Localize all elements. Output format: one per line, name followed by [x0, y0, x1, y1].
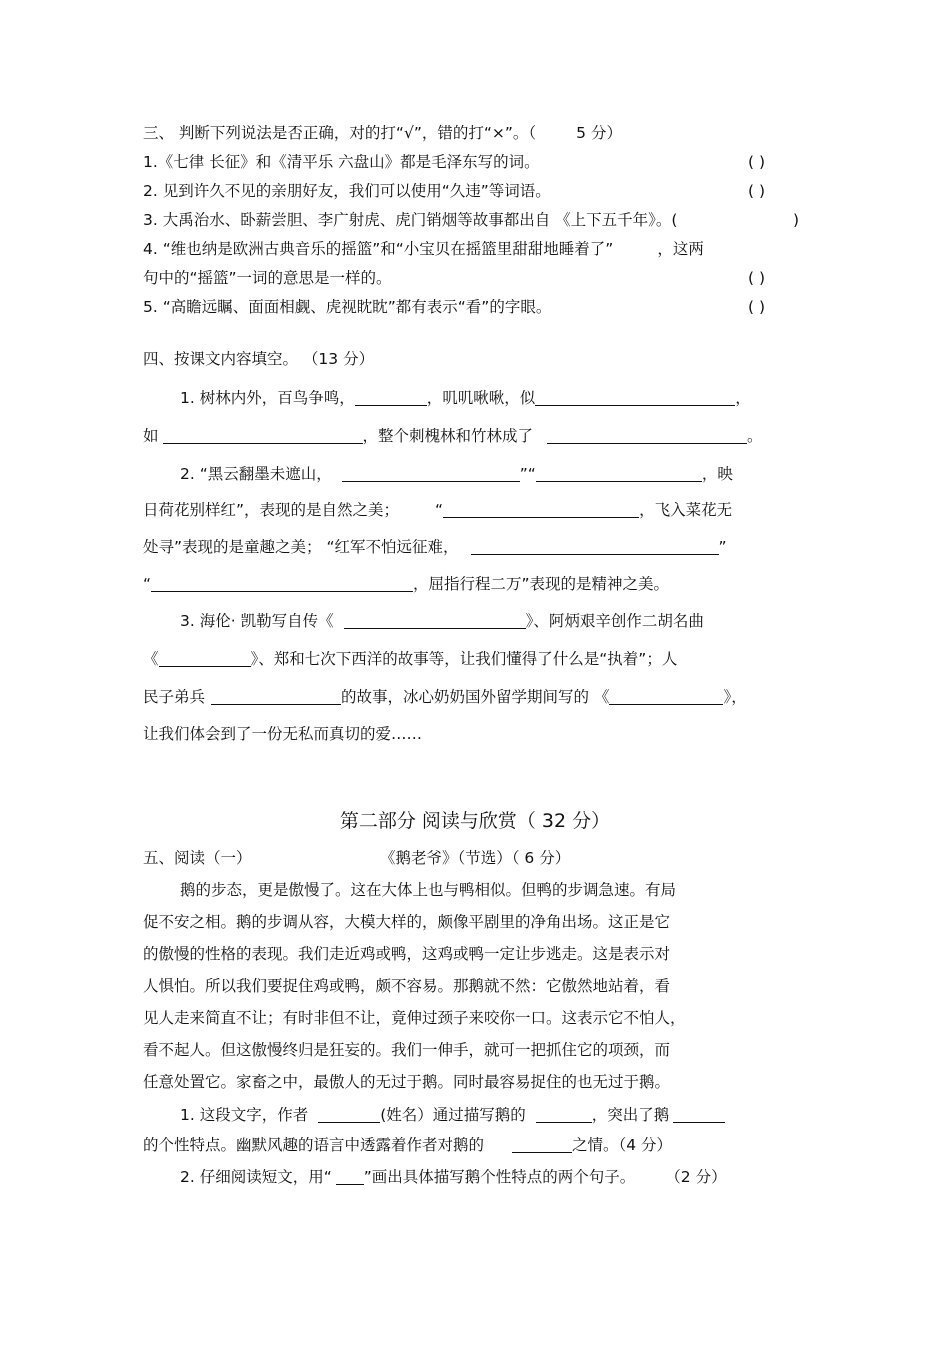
fill-q2-text-f: ，飞入菜花无	[639, 501, 733, 519]
judge-item-1: 1.《七律 长征》和《清平乐 六盘山》都是毛泽东写的词。	[143, 153, 540, 171]
fill-q3-line4: 让我们体会到了一份无私而真切的爱……	[143, 725, 423, 743]
judge-item-4-line1	[143, 238, 704, 260]
fill-q1-text-d: 如	[143, 427, 159, 445]
fill-blank[interactable]	[535, 389, 735, 406]
reading-q2-score: （2 分）	[665, 1168, 727, 1186]
fill-blank[interactable]	[609, 688, 723, 705]
reading-q2	[180, 1166, 727, 1188]
answer-paren-2[interactable]: ( )	[748, 182, 766, 200]
fill-q2-text-g: 处寻”表现的是童趣之美； “红军不怕远征难，	[143, 538, 459, 556]
fill-q3-line3	[143, 686, 747, 708]
reading-q2-text-b: ”画出具体描写鹅个性特点的两个句子。	[363, 1168, 636, 1186]
fill-q3-text-g: 》，	[723, 688, 747, 706]
fill-blank[interactable]	[159, 650, 251, 667]
reading-q1-text-d: 的个性特点。幽默风趣的语言中透露着作者对鹅的	[143, 1136, 485, 1154]
answer-paren-5[interactable]: ( )	[748, 298, 766, 316]
judge-item-4-tail: ，这两	[657, 240, 704, 258]
fill-blank[interactable]	[536, 1106, 592, 1123]
fill-q3-line2	[143, 648, 677, 670]
judge-item-4-line2: 句中的“摇篮”一词的意思是一样的。	[143, 269, 392, 287]
fill-q2-text-i: “	[143, 575, 152, 593]
section5-label: 五、阅读（一）	[143, 849, 252, 867]
fill-q1-text-c: ，	[735, 389, 751, 407]
fill-q3-text-d: 》、郑和七次下西洋的故事等，让我们懂得了什么是“执着”；人	[250, 650, 678, 668]
judge-item-3: 3. 大禹治水、卧薪尝胆、李广射虎、虎门销烟等故事都出自 《上下五千年》。(	[143, 211, 678, 229]
reading-q1-text-b: (姓名）通过描写鹅的	[380, 1106, 526, 1124]
fill-q2-line2	[143, 499, 732, 521]
passage-line-3: 的傲慢的性格的表现。我们走近鸡或鸭，这鸡或鸭一定让步逃走。这是表示对	[143, 945, 671, 963]
fill-q2-line3	[143, 536, 727, 558]
fill-q2-text-c: ，映	[701, 465, 733, 483]
fill-q1-line1	[180, 387, 751, 409]
answer-paren-1[interactable]: ( )	[748, 153, 766, 171]
fill-q2-text-b: ”“	[519, 465, 536, 483]
section5-subtitle: 《鹅老爷》（节选）（ 6 分）	[380, 849, 571, 867]
passage-line-6: 看不起人。但这傲慢终归是狂妄的。我们一伸手，就可一把抓住它的项颈，而	[143, 1041, 671, 1059]
passage-line-2: 促不安之相。鹅的步调从容，大模大样的，颇像平剧里的净角出场。这正是它	[143, 913, 671, 931]
fill-q3-text-f: 的故事，冰心奶奶国外留学期间写的 《	[341, 688, 610, 706]
fill-q1-text-e: ，整个刺槐林和竹林成了	[362, 427, 534, 445]
fill-q2-line1	[180, 463, 733, 485]
fill-blank[interactable]	[512, 1136, 572, 1153]
fill-q2-text-e: “	[435, 501, 444, 519]
fill-q3-text-b: 》、阿炳艰辛创作二胡名曲	[525, 612, 704, 630]
section3-header	[143, 122, 622, 144]
passage-line-5: 见人走来简直不让；有时非但不让，竟伸过颈子来咬你一口。这表示它不怕人，	[143, 1009, 686, 1027]
judge-item-5: 5. “高瞻远瞩、面面相觑、虎视眈眈”都有表示“看”的字眼。	[143, 298, 552, 316]
passage-line-1: 鹅的步态，更是傲慢了。这在大体上也与鸭相似。但鸭的步调急速。有局	[180, 881, 677, 899]
answer-paren-3[interactable]: )	[793, 211, 800, 229]
fill-blank[interactable]	[355, 389, 427, 406]
reading-q2-text-a: 2. 仔细阅读短文，用“	[180, 1168, 332, 1186]
fill-q3-text-c: 《	[143, 650, 159, 668]
fill-q1-text-f: 。	[747, 427, 763, 445]
fill-blank[interactable]	[211, 688, 341, 705]
fill-q3-line1	[180, 610, 704, 632]
judge-item-2: 2. 见到许久不见的亲朋好友，我们可以使用“久违”等词语。	[143, 182, 551, 200]
fill-q1-text-b: ，叽叽啾啾，似	[426, 389, 536, 407]
fill-blank[interactable]	[547, 427, 747, 444]
answer-paren-4[interactable]: ( )	[748, 269, 766, 287]
underline-sample	[336, 1168, 364, 1185]
passage-line-4: 人惧怕。所以我们要捉住鸡或鸭，颇不容易。那鹅就不然：它傲然地站着，看	[143, 977, 671, 995]
fill-q3-text-e: 民子弟兵	[143, 688, 206, 706]
reading-q1-text-a: 1. 这段文字，作者	[180, 1106, 309, 1124]
section4-header: 四、按课文内容填空。 （13 分）	[143, 350, 375, 368]
part2-title: 第二部分 阅读与欣赏（ 32 分）	[339, 810, 611, 832]
fill-blank[interactable]	[344, 612, 526, 629]
fill-blank[interactable]	[443, 501, 639, 518]
fill-q3-text-a: 3. 海伦· 凯勒写自传《	[180, 612, 334, 630]
fill-blank[interactable]	[673, 1106, 725, 1123]
judge-item-4-text: 4. “维也纳是欧洲古典音乐的摇篮”和“小宝贝在摇篮里甜甜地睡着了”	[143, 240, 614, 258]
fill-blank[interactable]	[163, 427, 363, 444]
fill-blank[interactable]	[151, 575, 413, 592]
passage-line-7: 任意处置它。家畜之中，最傲人的无过于鹅。同时最容易捉住的也无过于鹅。	[143, 1073, 671, 1091]
reading-q1-line1	[180, 1104, 725, 1126]
fill-blank[interactable]	[471, 538, 719, 555]
fill-q1-text-a: 1. 树林内外，百鸟争鸣，	[180, 389, 355, 407]
section3-header-text: 三、 判断下列说法是否正确，对的打“√”，错的打“×”。（	[143, 124, 537, 142]
fill-blank[interactable]	[318, 1106, 380, 1123]
reading-q1-text-e: 之情。（4 分）	[572, 1136, 673, 1154]
fill-q2-text-h: ”	[718, 538, 727, 556]
fill-blank[interactable]	[342, 465, 520, 482]
reading-q1-text-c: ，突出了鹅	[591, 1106, 670, 1124]
fill-q2-text-d: 日荷花别样红”，表现的是自然之美；	[143, 501, 400, 519]
reading-q1-line2	[143, 1134, 672, 1156]
fill-q2-text-j: ，屈指行程二万”表现的是精神之美。	[413, 575, 670, 593]
fill-blank[interactable]	[536, 465, 702, 482]
fill-q1-line2	[143, 425, 763, 447]
fill-q2-line4	[143, 573, 669, 595]
fill-q2-text-a: 2. “黑云翻墨未遮山，	[180, 465, 332, 483]
section3-header-score: 5 分）	[576, 124, 622, 142]
